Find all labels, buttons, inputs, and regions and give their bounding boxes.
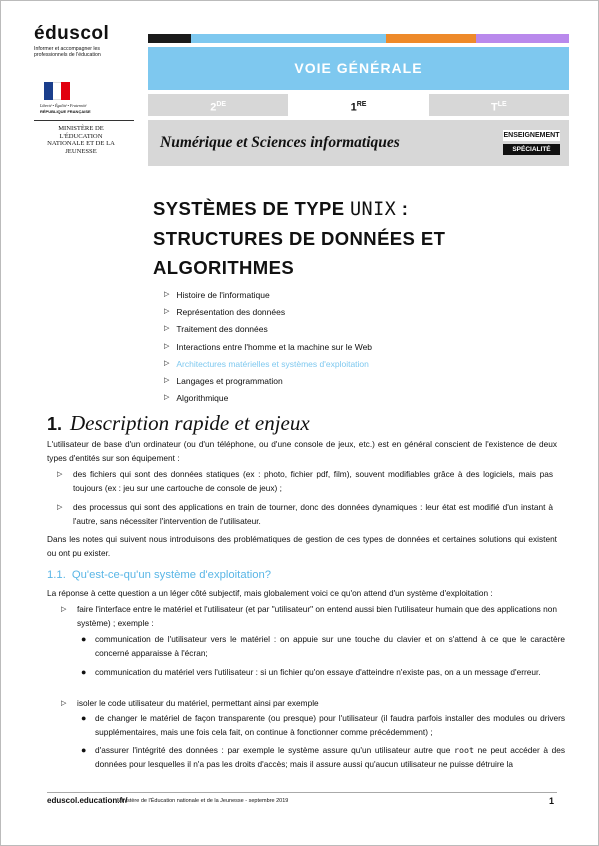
- topic-item: ▷ Langages et programmation: [164, 375, 283, 386]
- topic-item: ▷ Traitement des données: [164, 324, 268, 335]
- marianne-logo: [34, 76, 110, 121]
- dot-bullet-icon: ●: [81, 634, 87, 644]
- dot-bullet-icon: ●: [81, 745, 87, 755]
- triangle-bullet-icon: ▷: [164, 376, 170, 384]
- triangle-bullet-icon: ▷: [61, 606, 67, 613]
- badge-specialite: SPÉCIALITÉ: [503, 144, 560, 155]
- dot-bullet-icon: ●: [81, 713, 87, 723]
- level-tab-premiere: 1RE: [288, 94, 428, 116]
- triangle-bullet-icon: ▷: [57, 471, 63, 478]
- topic-item: ▷ Interactions entre l'homme et la machine sur le Web: [164, 341, 373, 352]
- republic-motto: Liberté • Égalité • Fraternité: [40, 103, 87, 108]
- bullet-item: ▷ faire l'interface entre le matériel et l'utilisateur (et par "utilisateur" on entend aussi bien l'utilisateur humain que des applications non système) ; exemple :: [61, 604, 557, 628]
- paragraph: Dans les notes qui suivent nous introduisons des problématiques de gestion de ces types de données et certaines solutions qui existent ou ont pu exister.: [47, 534, 557, 558]
- logo-divider: [34, 120, 134, 121]
- republic-name: RÉPUBLIQUE FRANÇAISE: [40, 109, 91, 114]
- color-strip-blue: [191, 34, 386, 43]
- topic-item: ▷ Algorithmique: [164, 393, 229, 404]
- section-heading: 1. Description rapide et enjeux: [47, 411, 310, 435]
- page-title: SYSTÈMES DE TYPE UNIX : STRUCTURES DE DONNÉES ET ALGORITHMES: [153, 198, 446, 278]
- footer-site-link[interactable]: eduscol.education.fr/: [47, 796, 128, 805]
- triangle-bullet-icon: ▷: [164, 359, 170, 367]
- triangle-bullet-icon: ▷: [164, 308, 170, 316]
- subject-title: Numérique et Sciences informatiques: [160, 134, 400, 151]
- footer-text: Ministère de l'Éducation nationale et de la Jeunesse - septembre 2019: [117, 798, 289, 804]
- eduscol-logo: éduscol: [34, 23, 110, 44]
- dot-bullet-icon: ●: [81, 667, 87, 677]
- sub-bullet-item: ● communication de l'utilisateur vers le matériel : on appuie sur une touche du clavier et on s'attend à ce que le caractère concerné apparaisse à l'écran;: [81, 634, 565, 658]
- triangle-bullet-icon: ▷: [57, 504, 63, 511]
- triangle-bullet-icon: ▷: [164, 325, 170, 333]
- track-banner: VOIE GÉNÉRALE: [148, 47, 569, 90]
- subsection-heading: 1.1. Qu'est-ce-qu'un système d'exploitation?: [47, 569, 272, 581]
- topic-item: ▷ Représentation des données: [164, 307, 286, 318]
- color-strip-purple: [476, 34, 569, 43]
- color-strip-black: [148, 34, 191, 43]
- sub-bullet-item: ● de changer le matériel de façon transparente (ou presque) pour l'utilisateur (il faudra parfois installer des modules ou drivers supplémentaires, mais une fois cela fait, on continue à fonctionner comme précédemment) ;: [81, 713, 565, 737]
- page-number: 1: [549, 796, 555, 806]
- eduscol-tagline: Informer et accompagner les professionnels de l'éducation: [34, 46, 101, 58]
- triangle-bullet-icon: ▷: [164, 342, 170, 350]
- topic-list: [164, 289, 372, 409]
- triangle-bullet-icon: ▷: [164, 394, 170, 402]
- topic-item: ▷ Histoire de l'informatique: [164, 290, 270, 300]
- triangle-bullet-icon: ▷: [61, 700, 67, 707]
- paragraph: La réponse à cette question a un léger côté subjectif, mais globalement voici ce qu'on attend d'un système d'exploitation :: [47, 588, 493, 598]
- triangle-bullet-icon: ▷: [164, 291, 170, 298]
- sub-bullet-item: ● communication du matériel vers l'utilisateur : si un fichier qu'on essaye d'atteindre n'existe pas, on a un message d'erreur.: [95, 666, 565, 680]
- topic-item-current: ▷ Architectures matérielles et systèmes d'exploitation: [164, 358, 369, 369]
- bullet-item: ▷ isoler le code utilisateur du matériel, permettant ainsi par exemple: [77, 697, 557, 711]
- bullet-item: ▷ des fichiers qui sont des données statiques (ex : photo, fichier pdf, film), souvent modifiables grâce à des logiciels, mais pas toujours (ex : jeu sur une cartouche de console de jeux) ;: [57, 469, 553, 493]
- subject-banner: [148, 120, 569, 166]
- level-tab-terminale: $T^{LE}$: [429, 94, 569, 116]
- paragraph: L'utilisateur de base d'un ordinateur (ou d'un téléphone, ou d'une console de jeux, etc.) est en général conscient de l'existence de deux types d'entités sur son équipement :: [47, 439, 557, 463]
- badge-enseignement: ENSEIGNEMENT: [503, 132, 560, 139]
- level-tabs: [148, 94, 569, 116]
- footer-divider: [47, 792, 557, 793]
- bullet-item: ▷ des processus qui sont des applications en train de tourner, donc des données dynamiques : leur état est modifié d'un instant à l'autre, sans nécessiter l'intervention de l'utilisateur.: [57, 502, 553, 526]
- ministry-name: MINISTÈRE DE L'ÉDUCATION NATIONALE ET DE LA JEUNESSE: [47, 125, 115, 155]
- sub-bullet-item: ● d'assurer l'intégrité des données : par exemple le système assure qu'un utilisateur autre que root ne peut accéder à des données pour lesquelles il n'a pas les droits d'accès; mais il assure aussi qu'aucun utilisateur ne puisse détruire la: [81, 745, 565, 769]
- french-flag-icon: [44, 82, 70, 100]
- color-strip-orange: [386, 34, 476, 43]
- level-tab-seconde: 2DE: [148, 94, 288, 116]
